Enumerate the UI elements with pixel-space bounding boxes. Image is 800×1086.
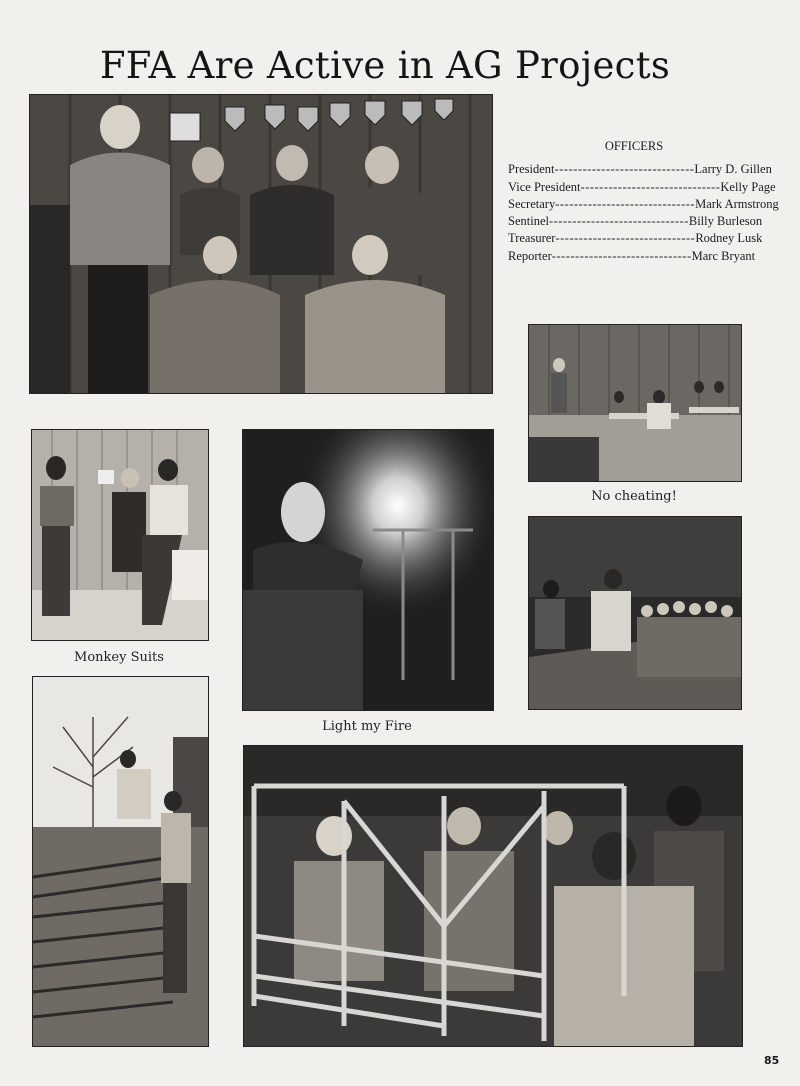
leader-dashes: ------------------------------ [580, 179, 721, 194]
welding-photo [242, 429, 494, 711]
locker-room-photo [31, 429, 209, 641]
officer-row [508, 230, 763, 247]
officer-name: Billy Burleson [688, 214, 763, 229]
leader-dashes: ------------------------------ [555, 196, 696, 211]
officer-row [508, 161, 772, 178]
outdoor-pipes-photo [32, 676, 209, 1047]
officer-role: Secretary [508, 196, 556, 211]
officers-heading: OFFICERS [604, 139, 664, 153]
officers-group-photo [29, 94, 493, 394]
officer-name: Mark Armstrong [695, 196, 779, 211]
meeting-photo [528, 516, 742, 710]
officer-role: Treasurer [508, 231, 556, 246]
officer-name: Kelly Page [720, 179, 776, 194]
officer-role: Reporter [508, 248, 552, 263]
leader-dashes: ------------------------------ [554, 162, 695, 177]
caption-classroom: No cheating! [591, 489, 677, 504]
officer-role: President [508, 162, 555, 177]
officer-row [508, 213, 763, 230]
officer-name: Larry D. Gillen [694, 162, 772, 177]
page-number: 85 [764, 1054, 780, 1067]
leader-dashes: ------------------------------ [551, 248, 692, 263]
page-title: FFA Are Active in AG Projects [99, 44, 671, 87]
caption-welding: Light my Fire [322, 719, 412, 734]
officer-role: Sentinel [508, 214, 549, 229]
pipe-frame-photo [243, 745, 743, 1047]
officer-name: Marc Bryant [691, 248, 756, 263]
officers-list [508, 138, 779, 265]
officer-name: Rodney Lusk [695, 231, 763, 246]
caption-locker: Monkey Suits [74, 650, 164, 665]
classroom-photo [528, 324, 742, 482]
leader-dashes: ------------------------------ [548, 214, 689, 229]
officer-row [508, 196, 779, 213]
officer-role: Vice President [508, 179, 581, 194]
leader-dashes: ------------------------------ [555, 231, 696, 246]
officer-row [508, 179, 776, 196]
officer-row [508, 248, 756, 265]
